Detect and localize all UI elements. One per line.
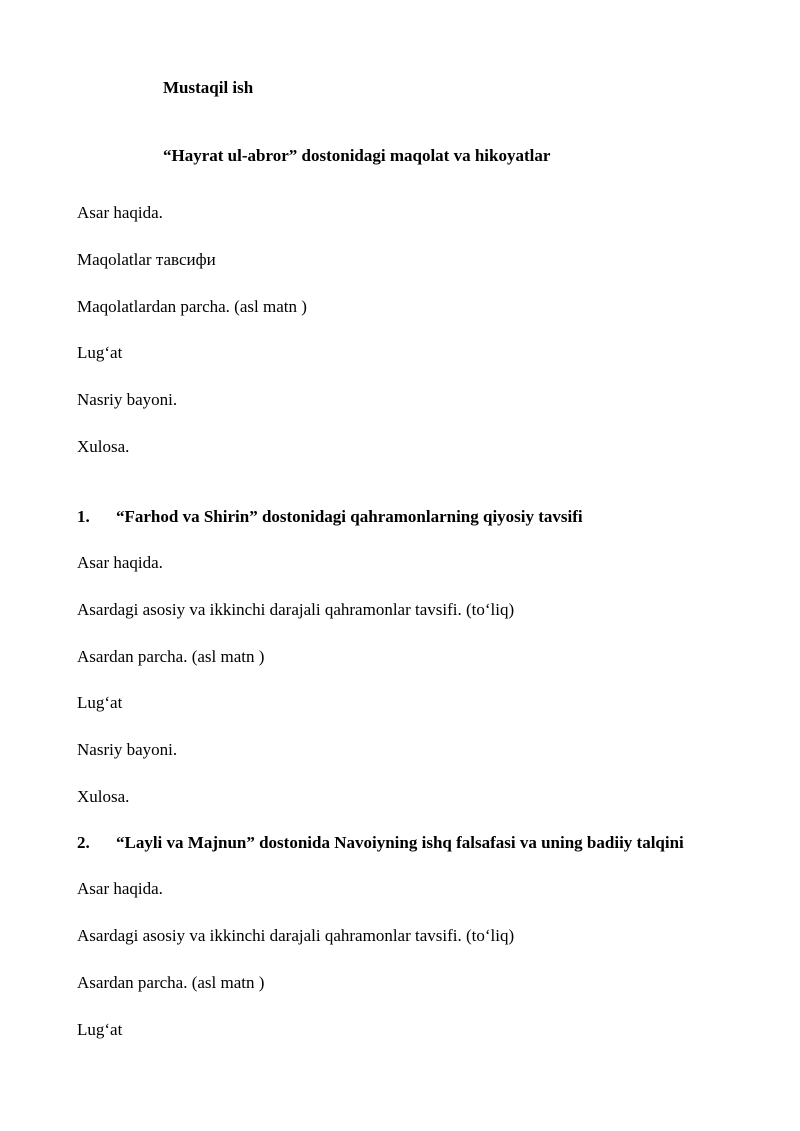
section-item: Xulosa.	[77, 787, 130, 806]
section-item: Lug‘at	[77, 693, 123, 712]
section-number: 1.	[77, 507, 90, 526]
intro-item: Xulosa.	[77, 437, 130, 456]
intro-item: Asar haqida.	[77, 203, 163, 222]
section-item: Lug‘at	[77, 1020, 123, 1039]
section-item: Asar haqida.	[77, 879, 163, 898]
intro-item: Maqolatlardan parcha. (asl matn )	[77, 297, 307, 316]
section-number: 2.	[77, 833, 90, 852]
intro-item: Maqolatlar тавсифи	[77, 250, 216, 269]
section-heading: “Layli va Majnun” dostonida Navoiyning ishq falsafasi va uning badiiy talqini	[116, 833, 684, 852]
section-item: Asardagi asosiy va ikkinchi darajali qahramonlar tavsifi. (to‘liq)	[77, 926, 515, 945]
section-item: Asar haqida.	[77, 553, 163, 572]
intro-item: Nasriy bayoni.	[77, 390, 178, 409]
intro-item: Lug‘at	[77, 343, 123, 362]
section-item: Asardagi asosiy va ikkinchi darajali qahramonlar tavsifi. (to‘liq)	[77, 600, 515, 619]
section-heading: “Farhod va Shirin” dostonidagi qahramonlarning qiyosiy tavsifi	[116, 507, 583, 526]
section-item: Asardan parcha. (asl matn )	[77, 647, 265, 666]
document-topic: “Hayrat ul-abror” dostonidagi maqolat va hikoyatlar	[163, 146, 551, 165]
document-title: Mustaqil ish	[163, 78, 254, 97]
section-item: Asardan parcha. (asl matn )	[77, 973, 265, 992]
section-item: Nasriy bayoni.	[77, 740, 178, 759]
